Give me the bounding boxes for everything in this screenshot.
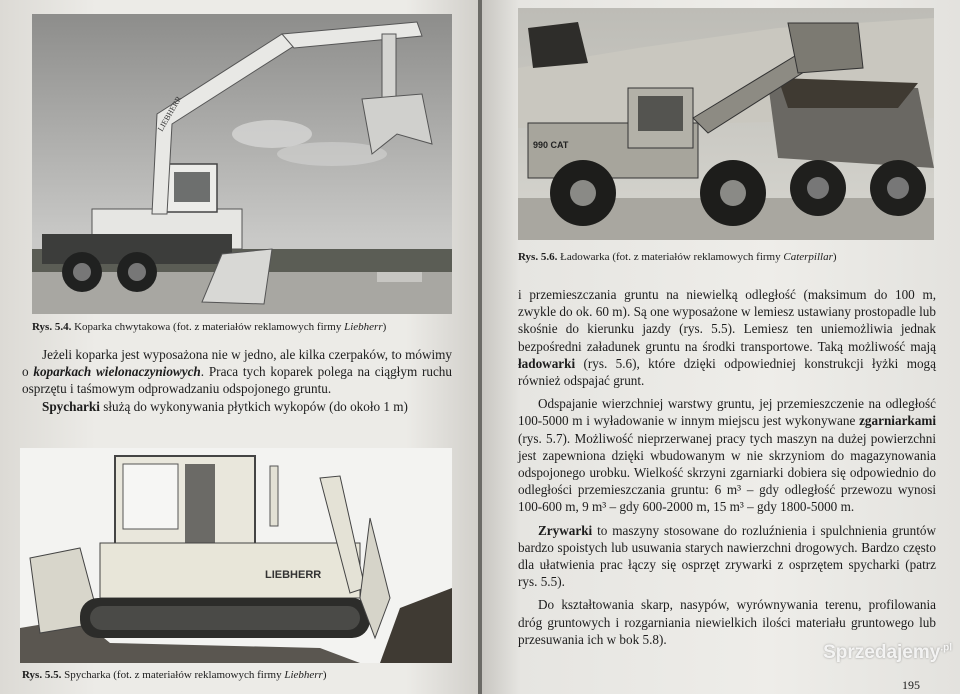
text-run: 5.8).: [642, 631, 667, 647]
watermark-suffix: .pl: [940, 642, 952, 654]
paragraph: [518, 395, 936, 515]
left-page: [0, 0, 478, 694]
text-run: Do kształtowania skarp, nasypów, wyrównywania terenu, profilowania dróg gruntowych i rozgarniania niewielkich ilości materiału gruntowego lub przesuwania ich w bok: [518, 597, 936, 647]
photo-wheel-loader: [518, 8, 934, 240]
bulldozer-logo-text: LIEBHERR: [265, 569, 322, 581]
caption-close: ): [322, 669, 327, 681]
text-run: to maszyny stosowane do rozluźnienia i spulchnienia gruntów bardzo spoistych lub usuwania starych nawierzchni drogowych. Bardzo często dla ułatwienia prac łączy się osprzęt zrywarki z osprzętem spycharki (patrz rys. 5.5).: [518, 522, 936, 590]
term-koparki-wielonaczyniowe: koparkach wielonaczyniowych: [33, 364, 201, 380]
term-zgarniarki: zgarniarkami: [859, 413, 936, 429]
caption-firm: Liebherr: [344, 321, 383, 333]
paragraph: [518, 522, 936, 591]
caption-label: Rys. 5.6.: [518, 251, 558, 263]
watermark-text: Sprzedajemy: [823, 642, 941, 663]
left-body-text: [22, 346, 452, 415]
term-ladowarki: ładowarki: [518, 355, 576, 371]
caption-close: ): [382, 321, 387, 333]
term-spycharki: Spycharki: [42, 398, 100, 414]
caption-fig-5-4: [32, 320, 462, 334]
text-run: (rys. 5.7). Możliwość nieprzerwanej pracy tych maszyn na dużej powierzchni jest zapewniona dzięki wbudowanym w nie skrzyniom do magazynowania odspojonego urobku. Wielkość skrzyni zgarniarki dobiera się odpowiednio do odległości przemieszczania gruntu: 6 m³ – gdy odległość przewozu wynosi 100-600 m, 9 m³ – gdy 600-2000 m, 15 m³ – gdy 1800-5000 m.: [518, 430, 936, 515]
caption-text: Ładowarka (fot. z materiałów reklamowych firmy: [560, 251, 781, 263]
caption-close: ): [832, 251, 837, 263]
caption-label: Rys. 5.5.: [22, 669, 62, 681]
text-run: służą do wykonywania płytkich wykopów (do około 1 m): [99, 398, 408, 414]
text-run: i przemieszczania gruntu na niewielką odległość (maksimum do 100 m, zwykle do ok. 60 m). Są one wyposażone w lemiesz ustawiany prostopadle lub skośnie do kierunku jazdy (rys. 5.5). Lemiesz ten uniemożliwia jednak bezpośredni załadunek gruntu na środki transportowe. Taką możliwość mają: [518, 287, 936, 354]
photo-excavator: [32, 14, 452, 314]
photo-bulldozer: [20, 448, 452, 663]
text-run: . Praca tych koparek polega na ciągłym ruchu osprzętu i taśmowym odprowadzaniu odspojonego gruntu.: [22, 364, 452, 397]
caption-fig-5-6: [518, 250, 938, 264]
paragraph: [518, 596, 936, 648]
paragraph: [22, 398, 452, 415]
caption-label: Rys. 5.4.: [32, 321, 72, 333]
caption-firm: Liebherr: [284, 669, 323, 681]
text-run: Odspajanie wierzchniej warstwy gruntu, jej przemieszczenie na odległość 100-5000 m i wyładowanie w innym miejscu jest wykonywane: [518, 396, 936, 429]
paragraph: [518, 286, 936, 389]
loader-logo-text: 990 CAT: [533, 140, 569, 150]
watermark-logo: [823, 642, 952, 664]
caption-text: Spycharka (fot. z materiałów reklamowych firmy: [64, 669, 282, 681]
term-zrywarki: Zrywarki: [538, 522, 593, 538]
page-number: 195: [902, 678, 920, 692]
caption-text: Koparka chwytakowa (fot. z materiałów reklamowych firmy: [74, 321, 342, 333]
text-run: Jeżeli koparka jest wyposażona nie w jedno, ale kilka czerpaków, to mówimy o: [22, 347, 452, 380]
text-run: (rys. 5.6), które dzięki odpowiedniej konstrukcji łyżki mogą również odspajać grunt.: [518, 355, 936, 389]
paragraph: [22, 346, 452, 398]
caption-firm: Caterpillar: [783, 251, 833, 263]
excavator-logo-text: LIEBHERR: [155, 94, 184, 133]
right-body-text: [518, 286, 936, 648]
caption-fig-5-5: [22, 668, 452, 682]
right-page: [482, 0, 960, 694]
